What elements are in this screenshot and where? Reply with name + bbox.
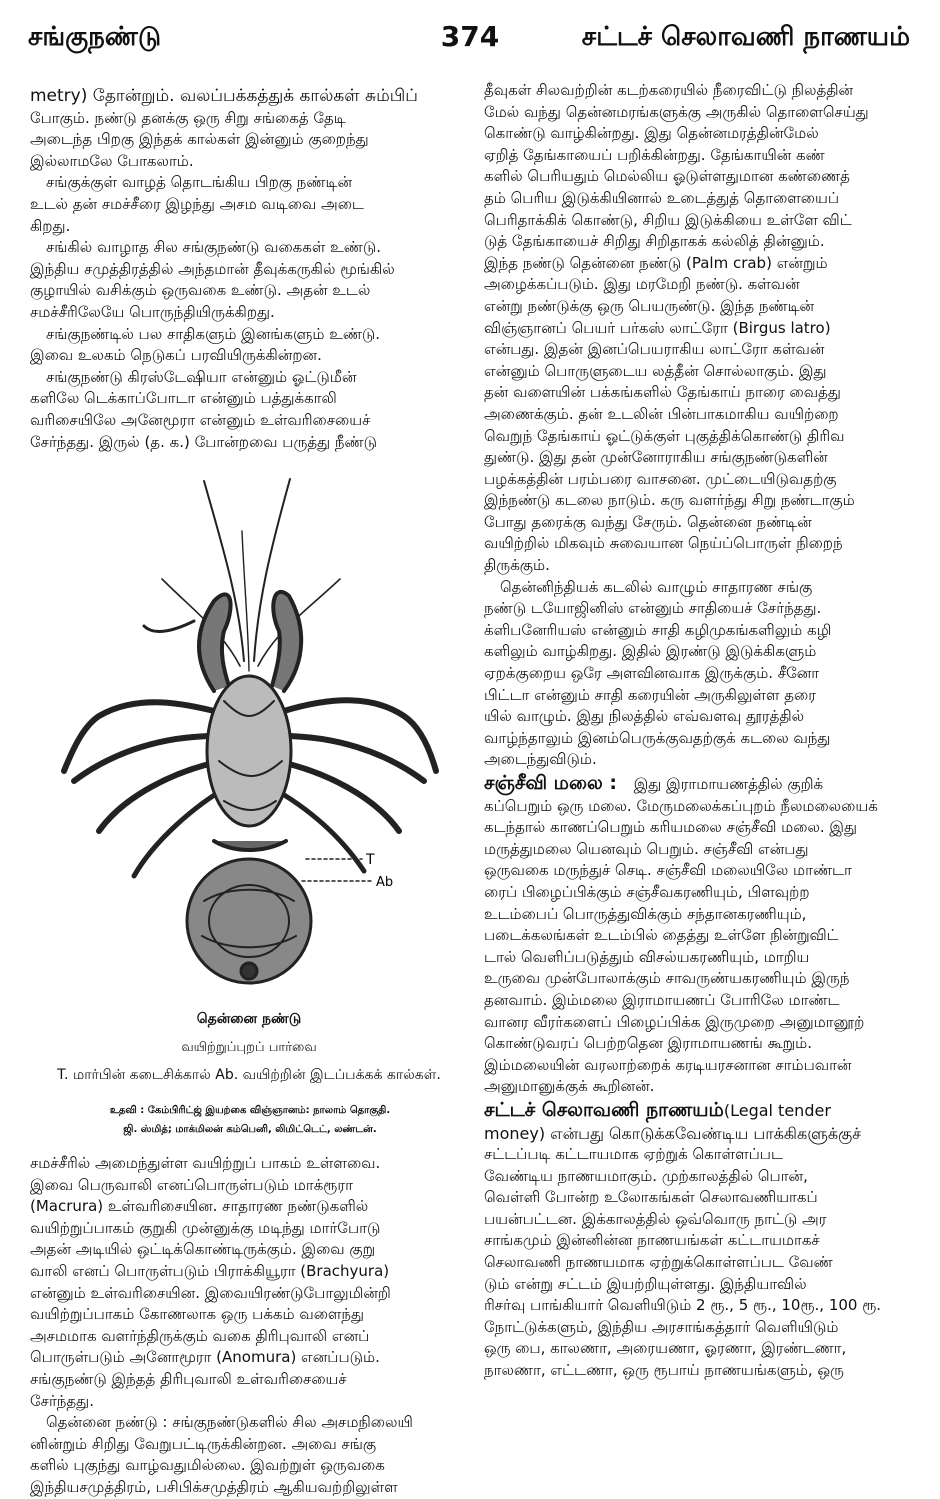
text-line: பொருள்படும் அனோமூரா (Anomura) எனப்படும். — [30, 1348, 380, 1367]
text-line: வேண்டிய நாணயமாகும். முற்காலத்தில் பொன், — [484, 1166, 808, 1185]
text-line: இந்தியசமுத்திரம், பசிபிக்சமுத்திரம் ஆகியவற்றிலுள்ள — [30, 1478, 398, 1496]
right-column — [484, 80, 914, 1416]
text-line: சேர்ந்தது. — [30, 1391, 94, 1410]
text-line: வயிற்றுப்பாகம் கோணலாக ஒரு பக்கம் வளைந்து — [30, 1305, 365, 1324]
text-line: ரைப் பிழைப்பிக்கும் சஞ்சீவகரணியும், பிளவுற்ற — [484, 882, 810, 901]
text-line: சேர்ந்தது. இருல் (த. க.) போன்றவை பருத்து நீண்டு — [30, 432, 377, 451]
right-text-a — [484, 80, 914, 771]
text-line: வயிற்றுப்பாகம் குறுகி முன்னுக்கு மடிந்து மார்போடு — [30, 1218, 381, 1237]
text-line: போது தரைக்கு வந்து சேரும். தென்னை நண்டின் — [484, 512, 812, 531]
label-ab: Ab — [376, 875, 394, 891]
text-line: இவை உலகம் நெடுகப் பரவியிருக்கின்றன. — [30, 346, 322, 365]
text-line: சமச்சீரில் அமைந்துள்ள வயிற்றுப் பாகம் உள்ளவை. — [30, 1154, 381, 1173]
text-line: தன் வளையின் பக்கங்களில் தேங்காய் நாரை வைத்து — [484, 383, 841, 402]
text-line: பிட்டா என்னும் சாதி கரையின் அருகிலுள்ள தரை — [484, 685, 816, 704]
text-line: இம்மலையின் வரலாற்றைக் கரடியரசனான சாம்பவான் — [484, 1055, 852, 1074]
text-line: அடைந்த பிறகு இந்தக் கால்கள் இன்னும் குறைந்து — [30, 130, 369, 149]
text-line: மேல் வந்து தென்னமரங்களுக்கு அருகில் தொளைசெய்து — [484, 102, 869, 121]
text-line: னின்றும் சிறிது வேறுபட்டிருக்கின்றன. அவை சங்கு — [30, 1434, 377, 1453]
text-line: அடைந்துவிடும். — [484, 750, 597, 769]
entry-legal-tender — [484, 1100, 914, 1382]
text-line: உடல் தன் சமச்சீரை இழந்து அசம வடிவை அடை — [30, 194, 364, 213]
page-number: 374 — [440, 20, 500, 53]
text-line: சமச்சீரிலேயே பொருந்தியிருக்கிறது. — [30, 302, 275, 321]
running-head-right: சட்டச் செலாவணி நாணயம் — [581, 22, 910, 52]
text-line: வாழ்ந்தாலும் இனம்பெருக்குவதற்குக் கடலை வந்து — [484, 728, 831, 747]
entry-sanjeevi-malai — [484, 773, 914, 1098]
text-line: கடந்தால் காணப்பெறும் கரியமலை சஞ்சீவி மலை. இது — [484, 818, 858, 837]
text-line: இந்நண்டு கடலை நாடும். கரு வளர்ந்து சிறு நண்டாகும் — [484, 491, 855, 510]
text-line: சங்குநண்டு கிரஸ்டேஷியா என்னும் ஓட்டுமீன் — [46, 367, 357, 386]
text-line: தென்னை நண்டு : சங்குநண்டுகளில் சில அசமநிலையி — [46, 1413, 413, 1432]
text-line: சட்டப்படி கட்டாயமாக ஏற்றுக் கொள்ளப்பட — [484, 1145, 783, 1164]
figure-credit — [38, 1101, 462, 1139]
text-line: அனுமானுக்குக் கூறினன். — [484, 1077, 655, 1096]
text-line: தனவாம். இம்மலை இராமாயணப் போரிலே மாண்ட — [484, 990, 840, 1009]
text-line: metry) தோன்றும். வலப்பக்கத்துக் கால்கள் சும்பிப் — [30, 86, 418, 106]
text-line: களிலும் வாழ்கிறது. இதில் இரண்டு இடுக்கிகளும் — [484, 642, 817, 661]
text-line: அழைக்கப்படும். இது மரமேறி நண்டு. கள்வன் — [484, 275, 800, 294]
text-line: பெரிதாக்கிக் கொண்டு, சிறிய இடுக்கியை உள்ளே விட் — [484, 210, 852, 229]
text-line: நண்டு டயோஜினிஸ் என்னும் சாதியைச் சேர்ந்தது. — [484, 599, 822, 618]
text-line: இந்த நண்டு தென்னை நண்டு (Palm crab) என்றும் — [484, 253, 828, 272]
text-line: ஒரு பை, காலணா, அரையணா, ஓரணா, இரண்டணா, — [484, 1339, 847, 1358]
text-line: களில் பெரியதும் மெல்லிய ஓடுள்ளதுமான கண்ணைத் — [484, 167, 850, 186]
figure-legend: T. மார்பின் கடைசிக்கால் Ab. வயிற்றின் இடப்பக்கக் கால்கள். — [57, 1067, 441, 1084]
text-line: குழாயில் வசிக்கும் ஒருவகை உண்டு. அதன் உடல் — [30, 281, 371, 300]
text-line: கப்பெறும் ஒரு மலை. மேருமலைக்கப்புறம் நீலமலையைக் — [484, 796, 878, 815]
entry-first-line — [484, 1100, 914, 1123]
text-line: அசமமாக வளர்ந்திருக்கும் வகை திரிபுவாலி எனப் — [30, 1326, 370, 1345]
text-line: களில் புகுந்து வாழ்வதுமில்லை. இவற்றுள் ஒருவகை — [30, 1456, 385, 1475]
text-line: வெறுந் தேங்காய் ஓட்டுக்குள் புகுத்திக்கொண்டு திரிவ — [484, 426, 845, 445]
credit-line: ஜி. ஸ்மித்; மாக்மிலன் கம்பெனி, லிமிட்டெட், லண்டன். — [123, 1124, 377, 1136]
entry-headword: சட்டச் செலாவணி நாணயம் — [484, 1098, 724, 1121]
text-line: அதன் அடியில் ஒட்டிக்கொண்டிருக்கும். இவை குறு — [30, 1240, 376, 1259]
text-line: கொண்டுவரப் பெற்றதென இராமாயணங் கூறும். — [484, 1034, 812, 1053]
running-head-left: சங்குநண்டு — [28, 22, 162, 52]
entry-first-text: இது இராமாயணத்தில் குறிக் — [633, 775, 824, 793]
text-line: சங்குநண்டு இந்தத் திரிபுவாலி உள்வரிசையைச் — [30, 1370, 347, 1389]
text-line: களிலே டெக்காப்போடா என்னும் பத்துக்காலி — [30, 389, 337, 408]
text-line: ஏறக்குறைய ஒரே அளவினவாக இருக்கும். சீனோ — [484, 664, 820, 683]
text-line: யில் வாழும். இது நிலத்தில் எவ்வளவு தூரத்தில் — [484, 707, 805, 726]
text-line: விஞ்ஞானப் பெயர் பர்கஸ் லாட்ரோ (Birgus latro) — [484, 318, 831, 337]
text-line: இவை பெருவாலி எனப்பொருள்படும் மாக்ரூரா — [30, 1175, 353, 1194]
text-line: சங்கில் வாழாத சில சங்குநண்டு வகைகள் உண்டு. — [46, 238, 382, 257]
palm-crab-illustration — [44, 461, 454, 1006]
text-line: கிறது. — [30, 216, 71, 235]
text-line: சாங்கமும் இன்னின்ன நாணயங்கள் கட்டாயமாகச் — [484, 1231, 820, 1250]
credit-line: உதவி : கேம்பிரிட்ஜ் இயற்கை விஞ்ஞானம்: நாலாம் தொகுதி. — [109, 1105, 391, 1117]
text-line: வயிற்றில் மிகவும் சுவையான நெய்ப்பொருள் நிறைந் — [484, 534, 843, 553]
text-line: தென்னிந்தியக் கடலில் வாழும் சாதாரண சங்கு — [500, 577, 813, 596]
text-line: பயன்பட்டன. இக்காலத்தில் ஒவ்வொரு நாட்டு அர — [484, 1209, 827, 1228]
left-bottom-text — [30, 1153, 468, 1499]
text-line: டும் என்று சட்டம் இயற்றியுள்ளது. இந்தியாவில் — [484, 1274, 807, 1293]
text-line: வரிசையிலே அனேமூரா என்னும் உள்வரிசையைச் — [30, 410, 371, 429]
text-line: மருத்துமலை யெனவும் பெறும். சஞ்சீவி என்பது — [484, 839, 809, 858]
text-line: வானர வீரர்களைப் பிழைப்பிக்க இருமுறை அனுமானூற் — [484, 1012, 865, 1031]
text-line: என்பது. இதன் இனப்பெயராகிய லாட்ரோ கள்வன் — [484, 340, 825, 359]
text-line: என்று நண்டுக்கு ஒரு பெயருண்டு. இந்த நண்டின் — [484, 296, 815, 315]
crab-figure — [30, 453, 468, 1153]
text-line: டால் வெளிப்படுத்தும் விசல்யகரணியும், மாறிய — [484, 947, 810, 966]
text-line: ஒருவகை மருந்துச் செடி. சஞ்சீவி மலையிலே மாண்டா — [484, 861, 852, 880]
text-line: சங்குநண்டில் பல சாதிகளும் இனங்களும் உண்டு. — [46, 324, 381, 343]
text-line: நோட்டுக்களும், இந்திய அரசாங்கத்தார் வெளியிடும் — [484, 1317, 839, 1336]
text-line: பழக்கத்தின் பரம்பரை வாசனை. முட்டையிடுவதற்கு — [484, 469, 837, 488]
text-line: துண்டு. இது தன் முன்னோராகிய சங்குநண்டுகளின் — [484, 448, 828, 467]
text-line: இல்லாமலே போகலாம். — [30, 151, 194, 170]
page-header — [0, 0, 940, 70]
text-line: ஏறித் தேங்காயைப் பறிக்கின்றது. தேங்காயின் கண் — [484, 145, 825, 164]
figure-title: தென்னை நண்டு — [196, 1011, 302, 1028]
text-line: ரிசர்வு பாங்கியார் வெளியிடும் 2 ரூ., 5 ரூ., 10ரூ., 100 ரூ. — [484, 1296, 882, 1315]
text-line: தீவுகள் சிலவற்றின் கடற்கரையில் நீரைவிட்டு நிலத்தின் — [484, 81, 854, 99]
text-line: போகும். நண்டு தனக்கு ஒரு சிறு சங்கைத் தேடி — [30, 108, 346, 127]
figure-subtitle: வயிற்றுப்புறப் பார்வை — [181, 1040, 317, 1056]
label-t: T — [366, 852, 375, 869]
entry-first-text: (Legal tender — [723, 1100, 831, 1120]
entry-first-line — [484, 773, 914, 796]
text-line: வாலி எனப் பொருள்படும் பிராக்கியூரா (Brachyura) — [30, 1262, 390, 1281]
text-line: கொண்டு வாழ்கின்றது. இது தென்னமரத்தின்மேல் — [484, 124, 819, 143]
text-line: செலாவணி நாணயமாக ஏற்றுக்கொள்ளப்பட வேண் — [484, 1253, 833, 1272]
entry-headword: சஞ்சீவி மலை : — [484, 772, 617, 794]
text-line: உடம்பைப் பொருத்துவிக்கும் சந்தானகரணியும், — [484, 904, 807, 923]
text-line: சங்குக்குள் வாழத் தொடங்கிய பிறகு நண்டின் — [46, 173, 353, 192]
text-line: நாலணா, எட்டணா, ஒரு ரூபாய் நாணயங்களும், ஒரு — [484, 1361, 844, 1380]
text-line: தம் பெரிய இடுக்கியினால் உடைத்துத் தொளையைப் — [484, 188, 840, 207]
text-line: (Macrura) உள்வரிசையின. சாதாரண நண்டுகளில் — [30, 1197, 369, 1216]
text-line: உருவை முன்போலாக்கும் சாவருண்யகரணியும் இருந் — [484, 969, 850, 988]
left-column — [30, 86, 468, 1496]
text-line: திருக்கும். — [484, 556, 550, 575]
text-line: படைக்கலங்கள் உடம்பில் தைத்து உள்ளே நின்றுவிட் — [484, 926, 839, 945]
text-line: அணைக்கும். தன் உடலின் பின்பாகமாகிய வயிற்றை — [484, 404, 839, 423]
text-line: க்ளிபனேரியஸ் என்னும் சாதி கழிமுகங்களிலும் கழி — [484, 620, 832, 639]
text-line: என்னும் பொருளுடைய லத்தீன் சொல்லாகும். இது — [484, 361, 827, 380]
text-line: டுத் தேங்காயைச் சிறிது சிறிதாகக் கல்லித் தின்னும். — [484, 232, 825, 251]
text-line: இந்திய சமுத்திரத்தில் அந்தமான் தீவுக்கருகில் மூங்கில் — [30, 259, 395, 278]
left-top-text — [30, 86, 468, 453]
text-line: வெள்ளி போன்ற உலோகங்கள் செலாவணியாகப் — [484, 1188, 818, 1207]
text-line: money) என்பது கொடுக்கவேண்டிய பாக்கிகளுக்குச் — [484, 1123, 862, 1143]
text-line: என்னும் உள்வரிசையின. இவையிரண்டுபோலுமின்றி — [30, 1283, 391, 1302]
